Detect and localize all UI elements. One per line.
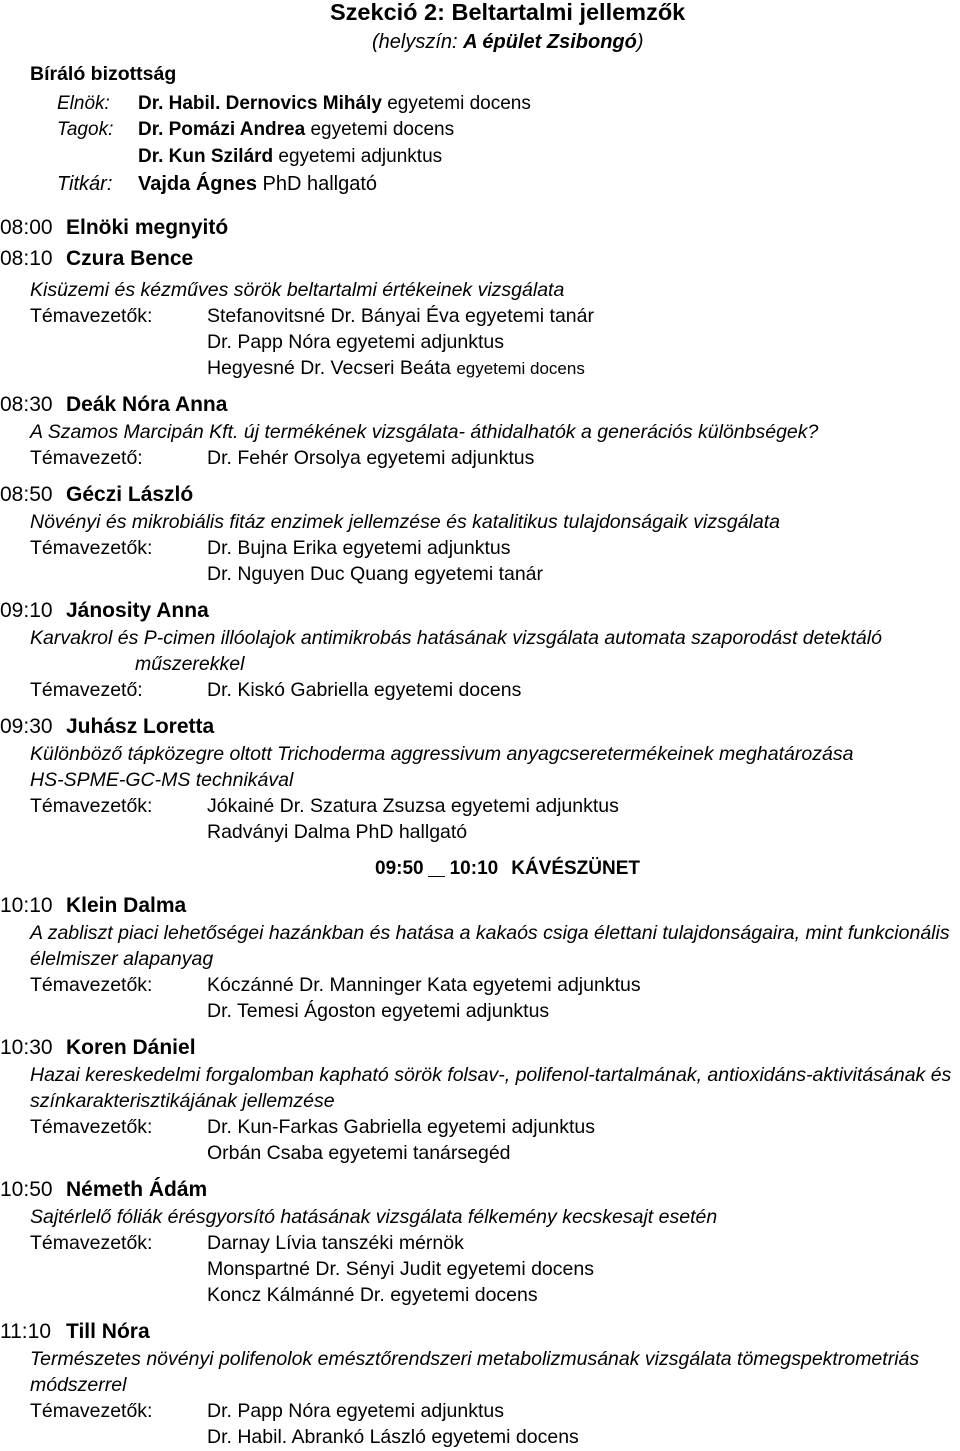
advisor-name: Stefanovitsné Dr. Bányai Éva: [207, 305, 460, 327]
advisor-name: Radványi Dalma: [207, 821, 351, 843]
advisor-name: Dr. Fehér Orsolya: [207, 447, 361, 469]
presentation-title: A zabliszt piaci lehetőségei hazánkban és hatása a kakaós csiga élettani tulajdonságaira, mint funkcionális: [30, 922, 950, 944]
advisor-row: [0, 819, 960, 845]
presenter-name: Till Nóra: [66, 1320, 150, 1343]
advisor-row: [0, 972, 960, 998]
advisor-name: Dr. Kun-Farkas Gabriella: [207, 1116, 422, 1138]
advisor-row: [0, 445, 960, 471]
opening-title: Elnöki megnyitó: [66, 216, 229, 239]
presenter-name: Németh Ádám: [66, 1178, 208, 1201]
advisor-label: Témavezető:: [30, 679, 143, 701]
advisor-row: [0, 329, 960, 355]
presentation-title: Különböző tápközegre oltott Trichoderma aggressivum anyagcseretermékeinek meghatározása: [30, 743, 854, 765]
committee-chair-row: [57, 91, 531, 117]
advisor-role: PhD hallgató: [355, 821, 468, 843]
advisor-row: [0, 998, 960, 1024]
advisor-row: [0, 1424, 960, 1450]
advisor-role: egyetemi tanár: [414, 563, 544, 585]
secretary-role: PhD hallgató: [262, 173, 378, 195]
coffee-break-row: [0, 856, 960, 882]
advisor-row: [0, 1282, 960, 1308]
advisor-role: tanszéki mérnök: [321, 1232, 464, 1254]
advisor-name: Dr. Habil. Abrankó László: [207, 1426, 426, 1448]
presenter-name: Czura Bence: [66, 247, 194, 270]
presentation-title: élelmiszer alapanyag: [30, 948, 214, 970]
break-end-time: 10:10: [449, 858, 499, 879]
time-range-line: [428, 876, 445, 877]
advisor-label: Témavezetők:: [30, 305, 153, 327]
schedule-entry: [0, 215, 960, 241]
schedule-entry: [0, 246, 960, 381]
entry-header: [0, 482, 960, 508]
committee-member-row: [57, 117, 454, 143]
schedule-entry: [0, 392, 960, 471]
coffee-break: [0, 856, 960, 882]
members-label: Tagok:: [57, 119, 114, 140]
advisor-row: [0, 535, 960, 561]
advisor-role: egyetemi adjunktus: [335, 1400, 505, 1422]
advisor-name: Darnay Lívia: [207, 1232, 317, 1254]
advisor-name: Dr. Bujna Erika: [207, 537, 338, 559]
advisor-name: Hegyesné Dr. Vecseri Beáta: [207, 357, 451, 379]
committee-member-row: [138, 144, 442, 170]
presentation-title: A Szamos Marcipán Kft. új termékének vizsgálata- áthidalhatók a generációs különbségek?: [30, 421, 819, 443]
presenter-name: Deák Nóra Anna: [66, 393, 228, 416]
advisor-role: egyetemi adjunktus: [335, 331, 505, 353]
advisor-name: Dr. Papp Nóra: [207, 331, 331, 353]
schedule-entry: [0, 1177, 960, 1308]
entry-header: [0, 598, 960, 624]
advisor-row: [0, 793, 960, 819]
presenter-name: Klein Dalma: [66, 894, 187, 917]
advisor-role: egyetemi adjunktus: [366, 447, 535, 469]
chair-role: egyetemi docens: [387, 93, 531, 114]
advisor-label: Témavezetők:: [30, 795, 153, 817]
advisor-row: [0, 1114, 960, 1140]
presentation-title: Kisüzemi és kézműves sörök beltartalmi értékeinek vizsgálata: [30, 279, 565, 301]
entry-time: 09:10: [0, 599, 53, 622]
advisor-role: egyetemi docens: [390, 1284, 538, 1306]
advisor-label: Témavezetők:: [30, 1116, 153, 1138]
advisor-row: [0, 677, 960, 703]
presenter-name: Koren Dániel: [66, 1036, 196, 1059]
entry-time: 08:10: [0, 247, 53, 270]
presentation-title: Sajtérlelő fóliák érésgyorsító hatásának vizsgálata félkemény kecskesajt esetén: [30, 1206, 718, 1228]
location-prefix: (helyszín:: [372, 31, 458, 53]
advisor-label: Témavezetők:: [30, 537, 153, 559]
advisor-role: egyetemi docens: [456, 359, 585, 378]
advisor-label: Témavezetők:: [30, 1232, 153, 1254]
presentation-title: Természetes növényi polifenolok emésztőrendszeri metabolizmusának vizsgálata tömegspektrometriás: [30, 1348, 920, 1370]
presentation-title: Növényi és mikrobiális fitáz enzimek jellemzése és katalitikus tulajdonságaik vizsgálata: [30, 511, 780, 533]
advisor-role: egyetemi tanár: [464, 305, 594, 327]
advisor-row: [0, 355, 960, 381]
advisor-row: [0, 1398, 960, 1424]
advisor-name: Dr. Temesi Ágoston: [207, 1000, 376, 1022]
entry-header: [0, 893, 960, 919]
presentation-title: műszerekkel: [135, 653, 245, 675]
advisor-role: egyetemi docens: [431, 1426, 579, 1448]
section-title: Szekció 2: Beltartalmi jellemzők: [330, 0, 686, 25]
advisor-row: [0, 303, 960, 329]
entry-time: 09:30: [0, 715, 53, 738]
secretary-label: Titkár:: [57, 173, 113, 195]
schedule-entry: [0, 1319, 960, 1450]
chair-name: Dr. Habil. Dernovics Mihály: [138, 93, 382, 114]
entry-header: [0, 246, 960, 272]
advisor-row: [0, 1230, 960, 1256]
entry-time: 11:10: [0, 1320, 51, 1343]
advisor-role: egyetemi docens: [373, 679, 522, 701]
entry-time: 08:30: [0, 393, 53, 416]
entry-time: 10:10: [0, 894, 53, 917]
entry-time: 10:30: [0, 1036, 53, 1059]
committee-heading: Bíráló bizottság: [30, 63, 177, 85]
location-name: A épület Zsibongó: [463, 31, 637, 53]
schedule-entry: [0, 714, 960, 845]
advisor-name: Kóczánné Dr. Manninger Kata: [207, 974, 468, 996]
advisor-name: Dr. Papp Nóra: [207, 1400, 331, 1422]
break-label: KÁVÉSZÜNET: [511, 858, 641, 879]
entry-header: [0, 1035, 960, 1061]
secretary-name: Vajda Ágnes: [138, 173, 257, 195]
entry-time: 08:50: [0, 483, 53, 506]
advisor-label: Témavezető:: [30, 447, 143, 469]
advisor-role: egyetemi adjunktus: [450, 795, 619, 817]
presenter-name: Jánosity Anna: [66, 599, 209, 622]
advisor-label: Témavezetők:: [30, 974, 153, 996]
advisor-role: egyetemi adjunktus: [342, 537, 511, 559]
advisor-row: [0, 1140, 960, 1166]
schedule: [0, 215, 960, 1450]
member-name: Dr. Pomázi Andrea: [138, 119, 306, 140]
advisor-name: Monspartné Dr. Sényi Judit: [207, 1258, 442, 1280]
presentation-title: módszerrel: [30, 1374, 127, 1396]
presentation-title: színkarakterisztikájának jellemzése: [30, 1090, 335, 1112]
advisor-name: Orbán Csaba: [207, 1142, 323, 1164]
committee-secretary-row: [57, 171, 377, 197]
entry-time: 08:00: [0, 216, 53, 239]
schedule-entry: [0, 482, 960, 587]
advisor-role: egyetemi adjunktus: [427, 1116, 596, 1138]
advisor-label: Témavezetők:: [30, 1400, 153, 1422]
member-role: egyetemi adjunktus: [278, 146, 443, 167]
presenter-name: Juhász Loretta: [66, 715, 215, 738]
presentation-title: Karvakrol és P-cimen illóolajok antimikrobás hatásának vizsgálata automata szaporodást detektáló: [30, 627, 882, 649]
presentation-title: Hazai kereskedelmi forgalomban kapható sörök folsav-, polifenol-tartalmának, antioxidáns-aktivitásának és: [30, 1064, 952, 1086]
advisor-role: egyetemi adjunktus: [472, 974, 641, 996]
entry-header: [0, 215, 960, 241]
chair-label: Elnök:: [57, 93, 110, 114]
advisor-row: [0, 1256, 960, 1282]
location-note: [372, 29, 644, 55]
advisor-role: egyetemi tanársegéd: [328, 1142, 511, 1164]
advisor-name: Dr. Nguyen Duc Quang: [207, 563, 409, 585]
entry-header: [0, 1177, 960, 1203]
entry-header: [0, 392, 960, 418]
advisor-name: Koncz Kálmánné Dr.: [207, 1284, 385, 1306]
presenter-name: Géczi László: [66, 483, 194, 506]
schedule-entry: [0, 598, 960, 703]
schedule-entry: [0, 1035, 960, 1166]
advisor-role: egyetemi adjunktus: [381, 1000, 550, 1022]
presentation-title: HS-SPME-GC-MS technikával: [30, 769, 294, 791]
advisor-role: egyetemi docens: [446, 1258, 594, 1280]
member-name: Dr. Kun Szilárd: [138, 146, 274, 167]
break-start-time: 09:50: [375, 858, 424, 879]
advisor-name: Dr. Kiskó Gabriella: [207, 679, 369, 701]
advisor-name: Jókainé Dr. Szatura Zsuzsa: [207, 795, 446, 817]
schedule-entry: [0, 893, 960, 1024]
member-role: egyetemi docens: [310, 119, 455, 140]
location-suffix: ): [636, 31, 644, 53]
entry-header: [0, 1319, 960, 1345]
advisor-row: [0, 561, 960, 587]
entry-time: 10:50: [0, 1178, 53, 1201]
entry-header: [0, 714, 960, 740]
